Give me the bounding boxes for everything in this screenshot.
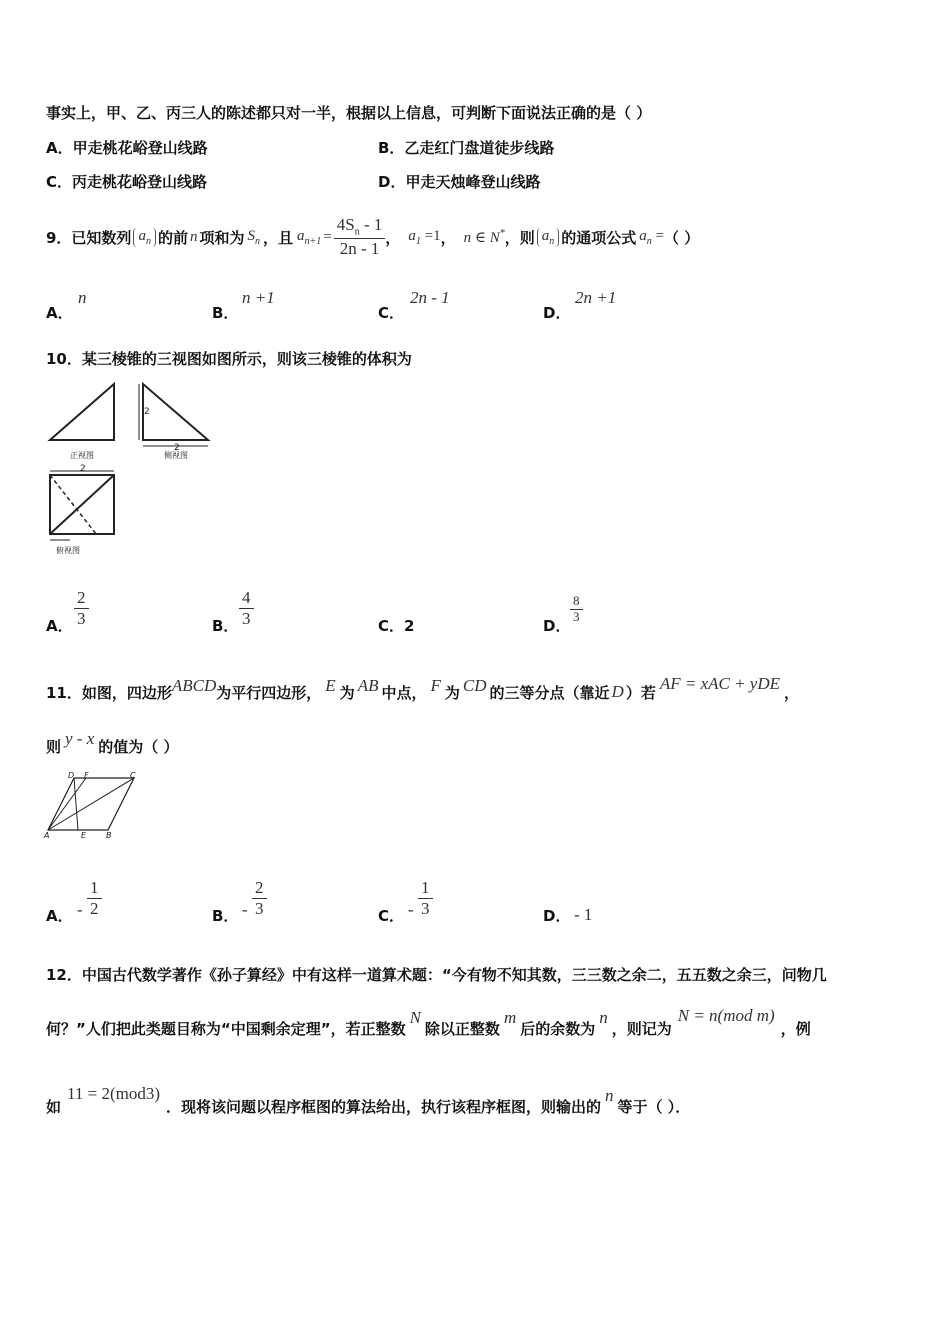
q12-text-4: ，则记为 <box>611 1019 672 1038</box>
q11-f: F <box>430 676 441 695</box>
q12-line2 <box>46 1006 811 1046</box>
q11-text-3: 为 <box>339 683 355 702</box>
q8-option-d[interactable]: D．甲走天烛峰登山线路 <box>378 173 541 191</box>
q9-option-a-expr: n <box>78 288 87 307</box>
q9-seq: $a_n$ <box>133 228 156 247</box>
side-view-dim-label-h: 2 <box>174 443 180 453</box>
q9-option-d[interactable]: D． <box>543 304 571 322</box>
q11-option-b-fraction: $\frac{2}{3}$ <box>252 878 267 918</box>
q11-option-a-sign: - <box>77 900 83 919</box>
q9-sn: $S_n$ <box>247 227 260 247</box>
q9-nset: n ∈ N* <box>463 227 505 246</box>
q11-cd: CD <box>462 676 487 695</box>
q10-option-d-fraction: $\frac{8}{3}$ <box>570 594 583 625</box>
q11-text-8: ， <box>784 683 800 702</box>
q11-text-5: 为 <box>444 683 460 702</box>
q9-text-3: 项和为 <box>199 228 245 247</box>
q11-e: E <box>325 676 336 695</box>
q9-a1: $a_1 =1$ <box>408 227 441 247</box>
q9-option-b[interactable]: B． <box>212 304 239 322</box>
q12-text-3: 后的余数为 <box>520 1019 596 1038</box>
q11-option-c[interactable]: C． <box>378 907 405 925</box>
q12-text-1: 何？”人们把此类题目称为“中国剩余定理”，若正整数 <box>46 1019 406 1038</box>
segment-de <box>74 778 78 830</box>
q9-option-c-expr: 2n - 1 <box>410 288 450 307</box>
q12-text-8: 等于（ ）． <box>617 1097 691 1116</box>
q9-n: n <box>189 228 198 245</box>
q8-option-b[interactable]: B．乙走红门盘道徒步线路 <box>378 139 555 157</box>
label-a: A <box>44 831 50 840</box>
q9-text-6: ， <box>440 228 456 247</box>
q10-option-d[interactable]: D． <box>543 617 571 635</box>
q12-text-5: ，例 <box>780 1019 811 1038</box>
q9-text-8: 的通项公式 <box>561 228 637 247</box>
segment-af <box>48 778 86 830</box>
q11-text-6: 的三等分点（靠近 <box>489 683 610 702</box>
q11-text-7: ）若 <box>625 683 656 702</box>
top-view-diagonal <box>50 475 114 534</box>
q12-text-6: 如 <box>46 1097 62 1116</box>
q12-example: 11 = 2(mod3) <box>67 1084 161 1103</box>
q11-stem-line1 <box>46 674 799 710</box>
q12-n-remainder: n <box>599 1008 608 1027</box>
q8-option-a[interactable]: A．甲走桃花峪登山线路 <box>46 139 208 157</box>
q11-text-2: 为平行四边形， <box>216 683 322 702</box>
q11-y-minus-x: y - x <box>65 729 95 748</box>
q9-text-4: ，且 <box>262 228 293 247</box>
q9-an1: $a_{n+1}$ <box>297 227 322 247</box>
q12-n-var: N <box>409 1008 421 1027</box>
q9-option-b-expr: n +1 <box>242 288 275 307</box>
label-c: C <box>130 771 136 780</box>
q12-line3 <box>46 1084 691 1124</box>
q12-m-var: m <box>503 1008 517 1027</box>
q11-option-a[interactable]: A． <box>46 907 73 925</box>
q10-option-b[interactable]: B． <box>212 617 239 635</box>
q12-n-output: n <box>605 1086 614 1105</box>
side-view-triangle <box>143 384 208 440</box>
q12-mod-expression: N = n(mod m) <box>677 1006 775 1025</box>
label-e: E <box>81 831 87 840</box>
q10-option-c[interactable]: C．2 <box>378 617 415 635</box>
q8-option-c[interactable]: C．丙走桃花峪登山线路 <box>46 173 208 191</box>
q11-stem-line2 <box>46 729 179 759</box>
label-b: B <box>106 831 112 840</box>
top-view-hidden-edge <box>50 475 96 534</box>
q9-text-7: ，则 <box>504 228 535 247</box>
q9-eq: = <box>323 228 332 245</box>
q11-text-9: 则 <box>46 737 62 756</box>
q10-stem: 10．某三棱锥的三视图如图所示，则该三棱锥的体积为 <box>46 350 412 368</box>
front-view-triangle <box>50 384 114 440</box>
q11-text-1: 11．如图，四边形 <box>46 683 172 702</box>
q11-option-b[interactable]: B． <box>212 907 239 925</box>
label-d: D <box>68 771 75 780</box>
front-view-caption: 正视图 <box>70 451 94 460</box>
q11-option-d-value: - 1 <box>574 905 593 924</box>
q9-option-c[interactable]: C． <box>378 304 405 322</box>
q12-text-7: ．现将该问题以程序框图的算法给出，执行该程序框图，则输出的 <box>166 1097 602 1116</box>
top-view-dim-label: 2 <box>80 464 86 474</box>
q11-parallelogram-figure <box>42 770 142 842</box>
q9-fraction: $\frac{4S_n - 1}{2n - 1}$ <box>334 215 386 258</box>
q9-text-1: 9．已知数列 <box>46 228 132 247</box>
q12-line1: 12．中国古代数学著作《孙子算经》中有这样一道算术题：“今有物不知其数，三三数之余二，五五数之余三，问物几 <box>46 966 827 984</box>
q11-vector-equation: AF = xAC + yDE <box>659 674 781 693</box>
q9-seq-2: $a_n$ <box>537 228 560 247</box>
q9-option-a[interactable]: A． <box>46 304 73 322</box>
q9-text-2: 的前 <box>157 228 188 247</box>
q11-text-4: 中点， <box>381 683 427 702</box>
q11-option-d[interactable]: D． <box>543 907 571 925</box>
q9-an: $a_n$ = <box>639 227 664 247</box>
q9-text-9: （ ） <box>663 228 700 247</box>
q10-option-a[interactable]: A． <box>46 617 73 635</box>
q9-text-5: ， <box>385 228 401 247</box>
q10-three-views-figure <box>44 378 224 558</box>
q11-abcd: ABCD <box>171 676 217 695</box>
q11-ab: AB <box>357 676 379 695</box>
top-view-caption: 俯视图 <box>56 546 80 555</box>
q9-option-d-expr: 2n +1 <box>575 288 617 307</box>
q11-option-c-sign: - <box>408 900 414 919</box>
label-f: F <box>84 771 89 780</box>
side-view-caption: 侧视图 <box>164 451 188 460</box>
q8-stem: 事实上，甲、乙、丙三人的陈述都只对一半，根据以上信息，可判断下面说法正确的是（ ） <box>46 104 652 122</box>
side-view-dim-label-v: 2 <box>144 407 150 417</box>
q11-text-10: 的值为（ ） <box>98 737 179 756</box>
q12-text-2: 除以正整数 <box>424 1019 500 1038</box>
q10-option-b-fraction: $\frac{4}{3}$ <box>239 588 254 628</box>
q11-option-a-fraction: $\frac{1}{2}$ <box>87 878 102 918</box>
q11-d: D <box>611 682 624 701</box>
q10-option-a-fraction: $\frac{2}{3}$ <box>74 588 89 628</box>
q9-stem <box>46 212 699 262</box>
q11-option-b-sign: - <box>242 900 248 919</box>
q11-option-c-fraction: $\frac{1}{3}$ <box>418 878 433 918</box>
